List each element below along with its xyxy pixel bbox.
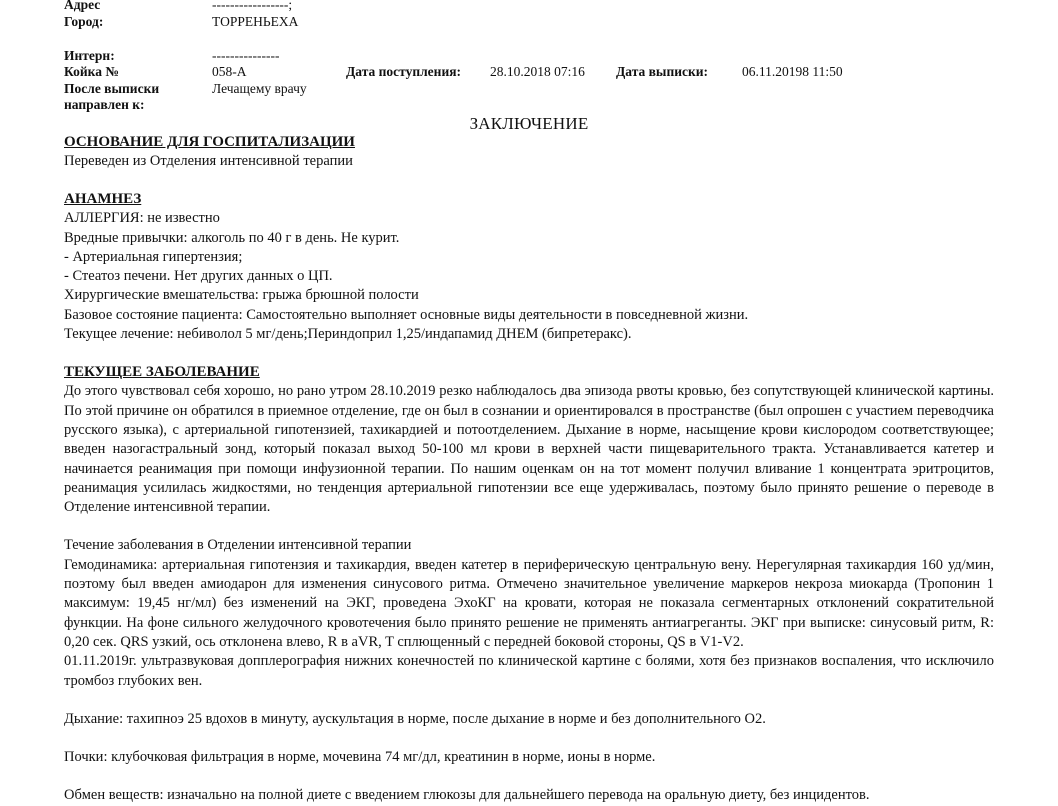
reason-heading: ОСНОВАНИЕ ДЛЯ ГОСПИТАЛИЗАЦИИ (64, 134, 355, 150)
hemodynamics-paragraph: Гемодинамика: артериальная гипотензия и тахикардия, введен катетер в периферическую центральную вену. Нерегулярная тахикардия 160 уд/мин, поэтому был введен амиодарон для изменения синусового ритма. Отмечено значительное увеличение маркеров некроза миокарда (Тропонин 1 максимум: 19,45 нг/мл) без изменений на ЭКГ, проведена ЭхоКГ на кровати, которая не показала сегментарных отклонений сократительной функции. На фоне сильного желудочного кровотечения было принято решение не применять антиагреганты. ЭКГ при выписке: синусовый ритм, R: 0,20 сек. QRS узкий, ось отклонена влево, R в aVR, T сплющенный с передней боковой стороны, QS в V1-V2. (64, 556, 994, 650)
discharge-date-value: 06.11.20198 11:50 (742, 64, 843, 79)
current-disease-heading: ТЕКУЩЕЕ ЗАБОЛЕВАНИЕ (64, 364, 260, 381)
address-value: -----------------; (212, 0, 293, 12)
icu-course-heading: Течение заболевания в Отделении интенсивной терапии (64, 537, 412, 554)
document-body (64, 133, 994, 806)
document-title: ЗАКЛЮЧЕНИЕ (469, 114, 589, 133)
baseline-line: Базовое состояние пациента: Самостоятельно выполняет основные виды деятельности в повседневной жизни. (64, 306, 749, 323)
doppler-paragraph: 01.11.2019г. ультразвуковая допплерография нижних конечностей по клинической картине с болями, хотя без признаков воспаления, что исключило тромбоз глубоких вен. (64, 653, 994, 689)
admission-date-value: 28.10.2018 07:16 (490, 64, 585, 79)
habits-line: Вредные привычки: алкоголь по 40 г в день. Не курит. (64, 229, 400, 246)
bed-value: 058-А (212, 64, 247, 79)
address-label: Адрес (64, 0, 101, 12)
treatment-line: Текущее лечение: небиволол 5 мг/день;Периндоприл 1,25/индапамид ДНЕМ (бипретеракс). (64, 326, 632, 343)
allergy-line: АЛЛЕРГИЯ: не известно (64, 210, 220, 227)
hypertension-line: - Артериальная гипертензия; (64, 248, 243, 265)
city-label: Город: (64, 14, 104, 29)
city-value: ТОРРЕНЬЕХА (212, 14, 299, 29)
after-discharge-label: После выписки (64, 81, 160, 96)
current-disease-paragraph: До этого чувствовал себя хорошо, но рано утром 28.10.2019 резко наблюдалось два эпизода рвоты кровью, без сопутствующей клинической картины. По этой причине он обратился в приемное отделение, где он был в сознании и ориентировался в пространстве (был опрошен с участием переводчика русского языка), с артериальной гипотензией, тахикардией и потоотделением. Дыхание в норме, насыщение крови кислородом соответствующее; введен назогастральный зонд, который показал выход 50-100 мл крови в верхней части пищеварительного тракта. Устанавливается катетер и начинается реанимация при помощи инфузионной терапии. По нашим оценкам он на тот момент получил вливание 1 концентрата эритроцитов, реанимация усилилась жидкостями, но тенденция артериальной гипотензии все еще удерживалась, поэтому было принято решение о переводе в Отделение интенсивной терапии. (64, 383, 994, 516)
breathing-paragraph: Дыхание: тахипноэ 25 вдохов в минуту, аускультация в норме, после дыхание в норме и без дополнительного О2. (64, 710, 766, 727)
discharge-date-label: Дата выписки: (616, 64, 709, 79)
kidneys-paragraph: Почки: клубочковая фильтрация в норме, мочевина 74 мг/дл, креатинин в норме, ионы в норме. (64, 749, 656, 766)
surgery-line: Хирургические вмешательства: грыжа брюшной полости (64, 287, 419, 304)
bed-label: Койка № (64, 64, 119, 79)
intern-value: --------------- (212, 48, 280, 63)
admission-date-label: Дата поступления: (346, 64, 462, 79)
reason-text: Переведен из Отделения интенсивной терапии (64, 153, 353, 169)
metabolism-paragraph: Обмен веществ: изначально на полной диете с введением глюкозы для дальнейшего перевода на оральную диету, без инцидентов. (64, 787, 870, 804)
steatosis-line: - Стеатоз печени. Нет других данных о ЦП. (64, 268, 333, 285)
intern-label: Интерн: (64, 48, 115, 63)
after-discharge-label-cont: направлен к: (64, 97, 145, 112)
anamnesis-heading: АНАМНЕЗ (64, 191, 142, 208)
after-discharge-value: Лечащему врачу (212, 81, 307, 96)
